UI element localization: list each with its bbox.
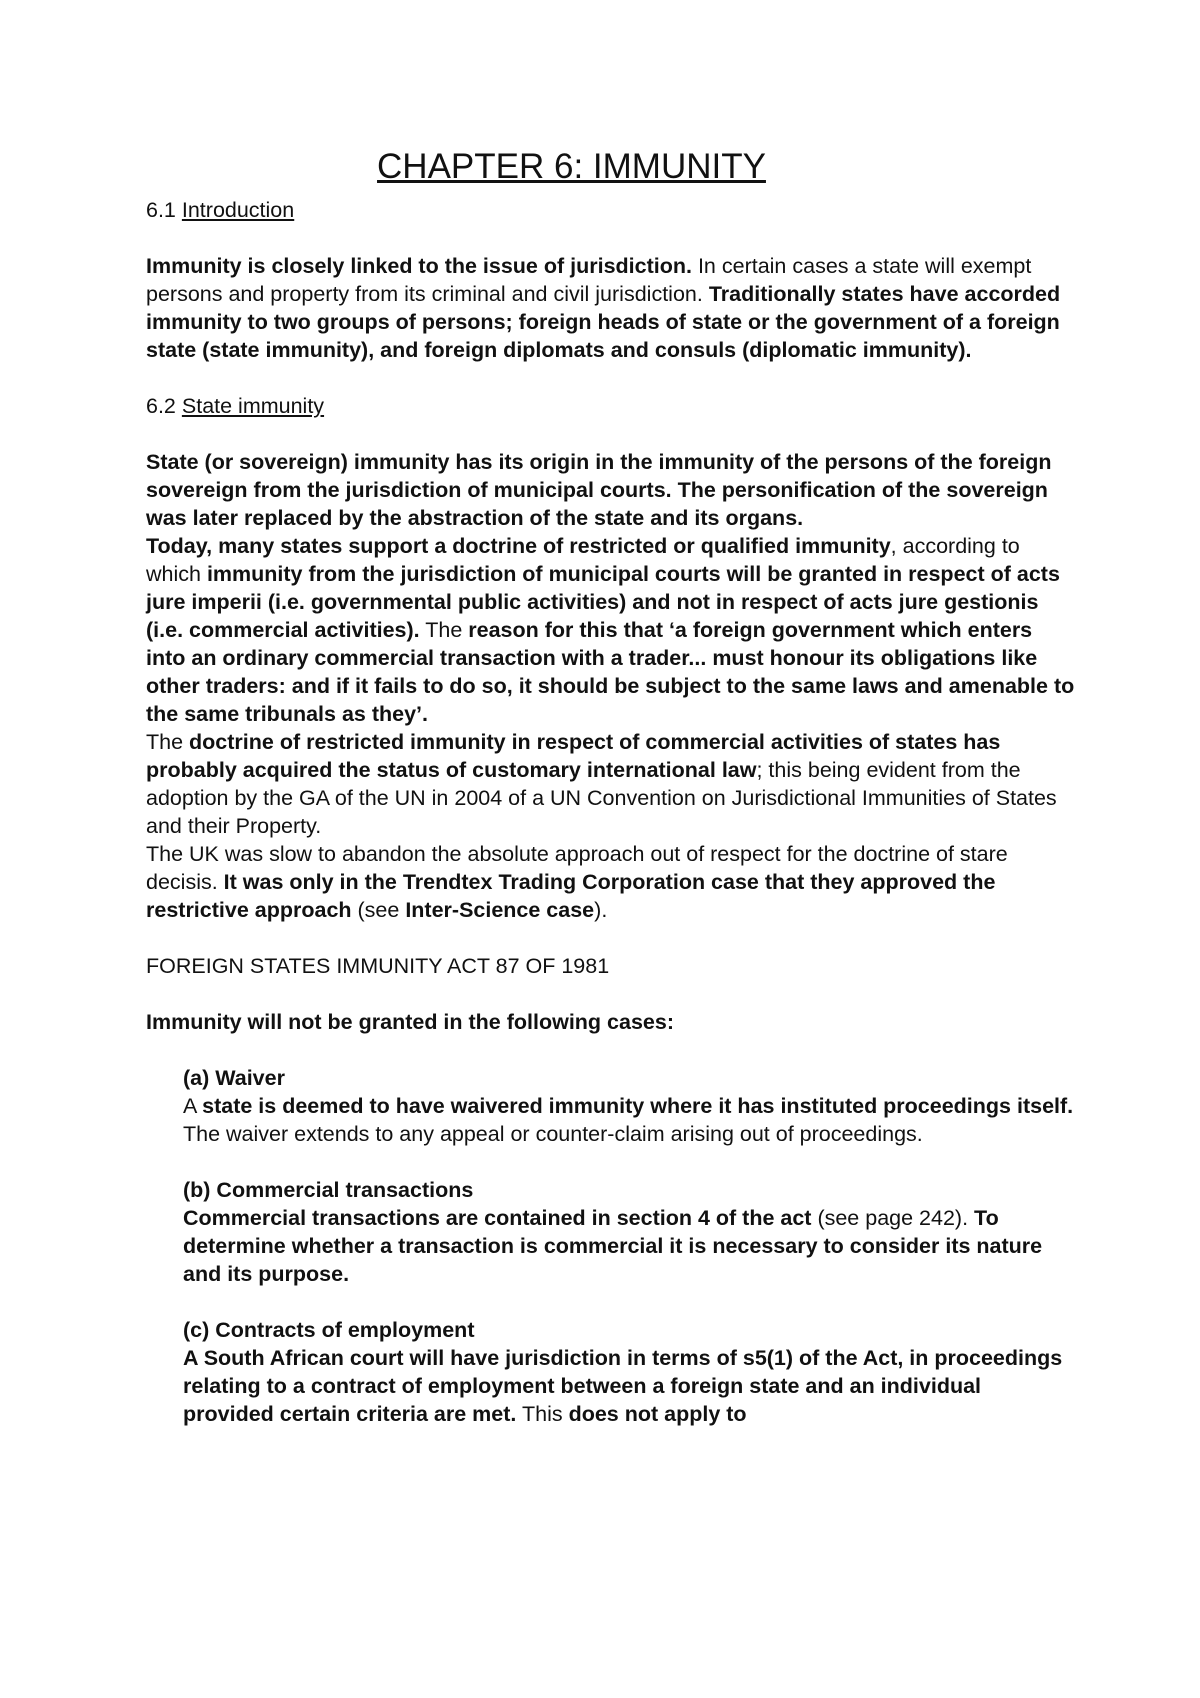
item-heading: (c) Contracts of employment [183, 1318, 475, 1342]
plain-text: In certain cases a state will exempt persons and property from its criminal and civil jurisdiction. [146, 254, 1032, 306]
plain-text: A [183, 1094, 203, 1118]
bold-text: immunity from the jurisdiction of municipal courts will be granted in respect of acts jure imperii (i.e. governmental public activities) and not in respect of acts jure gestionis (i.e. commercial activities). [146, 562, 1060, 642]
bold-text: state is deemed to have waivered immunity where it has instituted proceedings itself. [202, 1094, 1074, 1118]
bold-text: Today, many states support a doctrine of restricted or qualified immunity [146, 534, 891, 558]
bold-text: Immunity is closely linked to the issue of jurisdiction. [146, 254, 692, 278]
section-title: State immunity [181, 394, 325, 418]
plain-text: The UK was slow to abandon the absolute approach out of respect for the doctrine of stare decisis. [146, 842, 1008, 894]
restricted-immunity-paragraph [146, 532, 1076, 728]
plain-text: The [146, 730, 190, 754]
bold-text: does not apply to [568, 1402, 747, 1426]
section-heading-6-2 [146, 392, 1076, 420]
document-body [146, 196, 1076, 1428]
item-body [183, 1204, 1076, 1288]
bold-text: A South African court will have jurisdiction in terms of s5(1) of the Act, in proceedings relating to a contract of employment between a foreign state and an individual provided certain criteria are met. [183, 1346, 1063, 1426]
bold-text: It was only in the Trendtex Trading Corporation case that they approved the restrictive approach [146, 870, 996, 922]
plain-text: ; this being evident from the adoption by the GA of the UN in 2004 of a UN Convention on Jurisdictional Immunities of States and their Property. [146, 758, 1057, 838]
case-item-contracts-of-employment [146, 1316, 1076, 1428]
plain-text: (see [351, 898, 406, 922]
case-item-waiver [146, 1064, 1076, 1148]
section-number: 6.2 [146, 394, 182, 418]
plain-text: The waiver extends to any appeal or counter-claim arising out of proceedings. [183, 1122, 923, 1146]
case-item-commercial-transactions [146, 1176, 1076, 1288]
item-body [183, 1092, 1076, 1148]
plain-text: ). [594, 898, 608, 922]
bold-text: Commercial transactions are contained in section 4 of the act [183, 1206, 812, 1230]
bold-text: doctrine of restricted immunity in respect of commercial activities of states has probably acquired the status of customary international law [146, 730, 1001, 782]
intro-paragraph [146, 252, 1076, 364]
uk-approach-paragraph [146, 840, 1076, 924]
section-number: 6.1 [146, 198, 182, 222]
plain-text: This [516, 1402, 569, 1426]
bold-text: State (or sovereign) immunity has its origin in the immunity of the persons of the foreign sovereign from the jurisdiction of municipal courts. The personification of the sovereign was later replaced by the abstraction of the state and its organs. [146, 450, 1052, 530]
bold-text: reason for this that ‘a foreign government which enters into an ordinary commercial transaction with a trader... must honour its obligations like other traders: and if it fails to do so, it should be subject to the same laws and amenable to the same tribunals as they’. [146, 618, 1075, 726]
section-heading-6-1 [146, 196, 1076, 224]
customary-law-paragraph [146, 728, 1076, 840]
section-title: Introduction [181, 198, 295, 222]
plain-text: The [419, 618, 469, 642]
case-name: Inter-Science case [405, 898, 595, 922]
bold-text: To determine whether a transaction is commercial it is necessary to consider its nature and its purpose. [183, 1206, 1043, 1286]
state-immunity-paragraph [146, 448, 1076, 532]
plain-text: (see page 242). [811, 1206, 975, 1230]
item-body [183, 1344, 1076, 1428]
plain-text: , according to which [146, 534, 1020, 586]
act-title: FOREIGN STATES IMMUNITY ACT 87 OF 1981 [146, 954, 610, 978]
cases-intro: Immunity will not be granted in the following cases: [146, 1010, 674, 1034]
chapter-title: CHAPTER 6: IMMUNITY [377, 147, 766, 186]
item-heading: (a) Waiver [183, 1066, 285, 1090]
item-heading: (b) Commercial transactions [183, 1178, 474, 1202]
bold-text: Traditionally states have accorded immunity to two groups of persons; foreign heads of state or the government of a foreign state (state immunity), and foreign diplomats and consuls (diplomatic immunity). [146, 282, 1061, 362]
